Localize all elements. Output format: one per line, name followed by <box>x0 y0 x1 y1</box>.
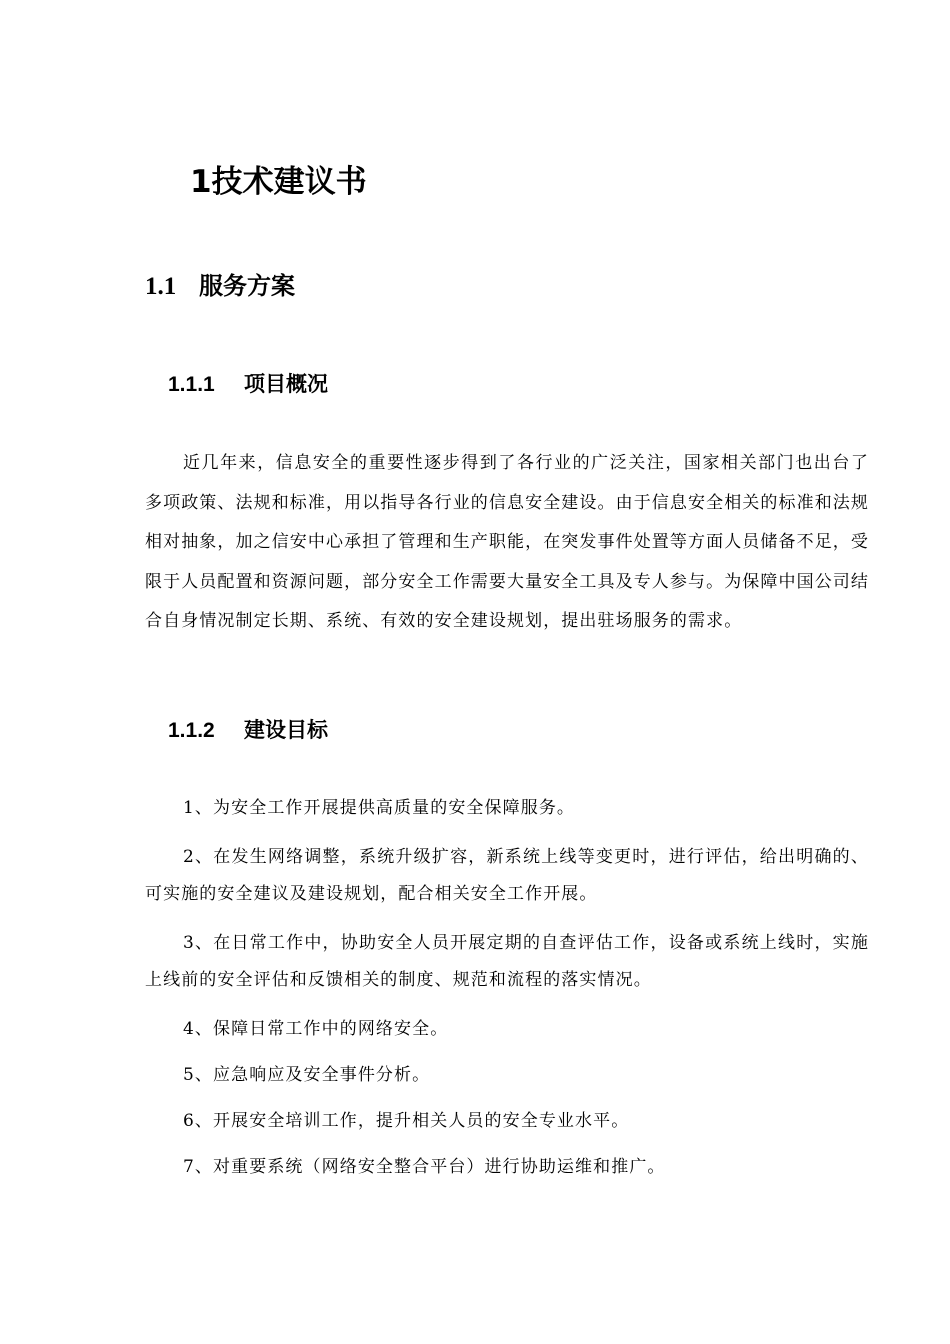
goal-item-7: 7、对重要系统（网络安全整合平台）进行协助运维和推广。 <box>183 1157 666 1177</box>
subsection-title: 建设目标 <box>244 718 328 742</box>
goal-item-5: 5、应急响应及安全事件分析。 <box>183 1065 431 1085</box>
overview-paragraph: 近几年来，信息安全的重要性逐步得到了各行业的广泛关注，国家相关部门也出台了多项政策、法规和标准，用以指导各行业的信息安全建设。由于信息安全相关的标准和法规相对抽象，加之信安中心承担了管理和生产职能，在突发事件处置等方面人员储备不足，受限于人员配置和资源问题，部分安全工作需要大量安全工具及专人参与。为保障中国公司结合自身情况制定长期、系统、有效的安全建设规划，提出驻场服务的需求。 <box>145 453 869 632</box>
goal-item-1: 1、为安全工作开展提供高质量的安全保障服务。 <box>183 798 576 818</box>
goal-item-4: 4、保障日常工作中的网络安全。 <box>183 1019 449 1039</box>
subsection-title: 项目概况 <box>244 372 328 396</box>
section-heading <box>145 264 295 309</box>
goal-item-3: 3、在日常工作中，协助安全人员开展定期的自查评估工作，设备或系统上线时，实施上线前的安全评估和反馈相关的制度、规范和流程的落实情况。 <box>145 933 869 990</box>
section-number: 1.1 <box>145 273 177 300</box>
subsection-number: 1.1.1 <box>168 373 215 396</box>
subsection-heading-overview <box>168 364 328 405</box>
document-title: 1技术建议书 <box>190 164 367 200</box>
goal-item-6: 6、开展安全培训工作，提升相关人员的安全专业水平。 <box>183 1111 630 1131</box>
subsection-heading-goals <box>168 710 328 751</box>
goal-item-2: 2、在发生网络调整，系统升级扩容，新系统上线等变更时，进行评估，给出明确的、可实施的安全建议及建设规划，配合相关安全工作开展。 <box>145 847 869 904</box>
subsection-number: 1.1.2 <box>168 719 215 742</box>
section-title: 服务方案 <box>199 272 295 300</box>
